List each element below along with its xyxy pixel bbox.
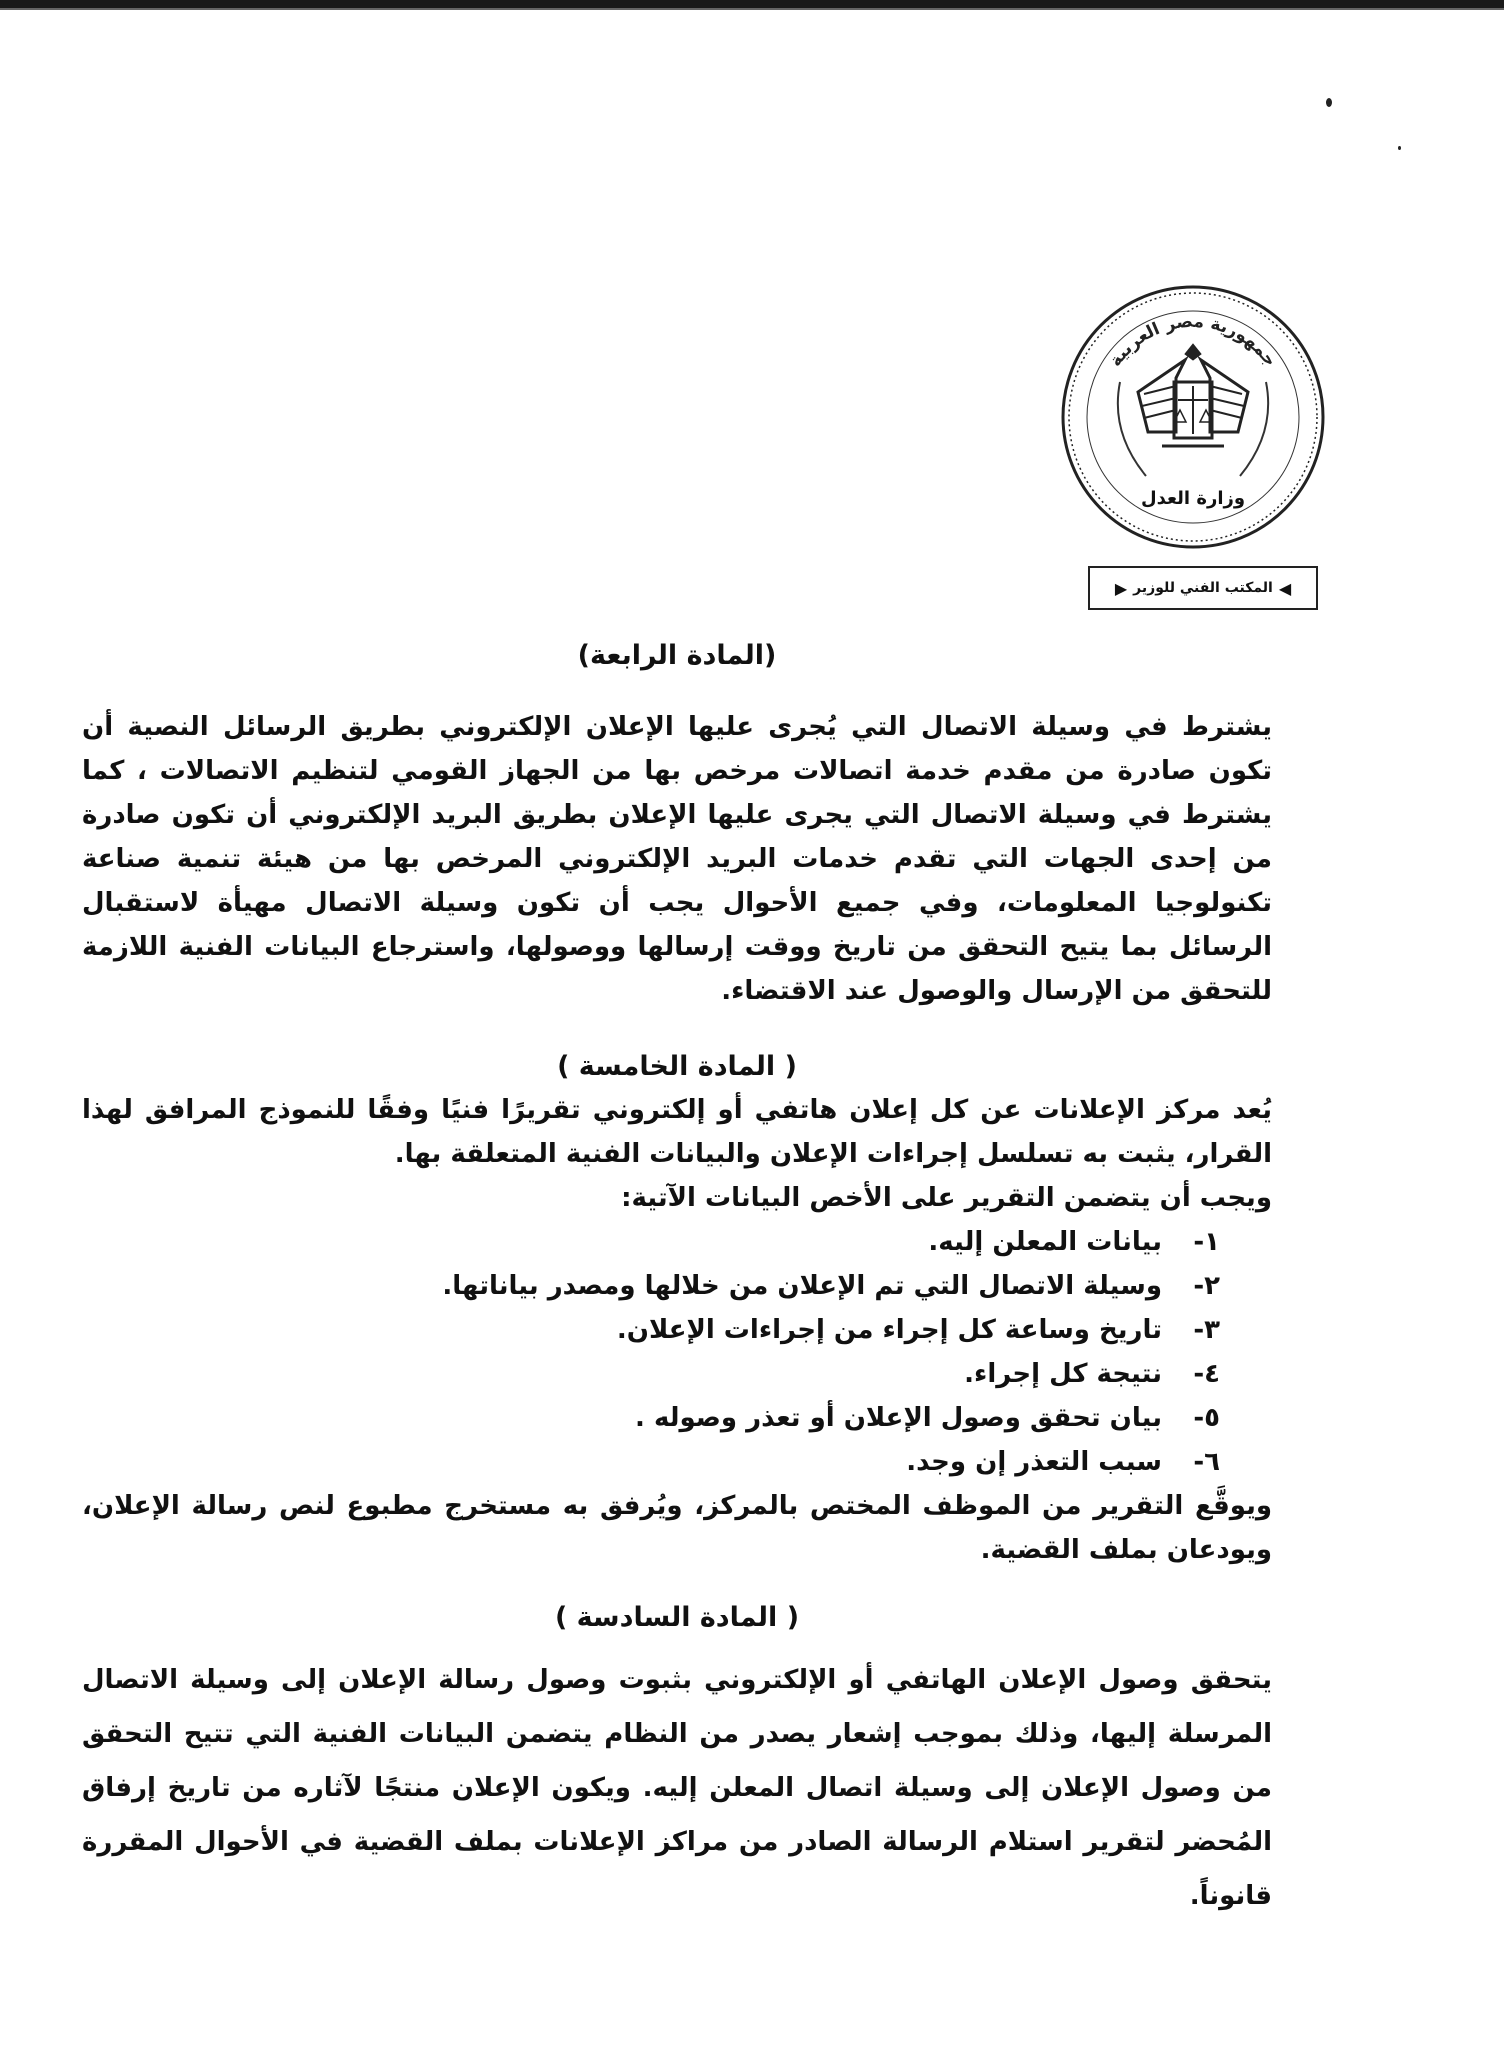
article-5-intro: يُعد مركز الإعلانات عن كل إعلان هاتفي أو إلكتروني تقريرًا فنيًا وفقًا للنموذج المرافق لهذا القرار، يثبت به تسلسل إجراءات الإعلان والبيانات الفنية المتعلقة بها.: [82, 1095, 1272, 1169]
ornament-icon: ▶: [1114, 578, 1128, 598]
list-item-text: وسيلة الاتصال التي تم الإعلان من خلالها ومصدر بياناتها.: [442, 1271, 1162, 1301]
office-label-text: المكتب الفني للوزير: [1133, 580, 1273, 596]
article-5-title: ( المادة الخامسة ): [557, 1051, 797, 1082]
list-item: [82, 1308, 1220, 1352]
scan-speck: [1326, 98, 1332, 107]
list-item-number: ٦-: [1193, 1447, 1220, 1477]
list-item: [82, 1396, 1220, 1440]
list-item-number: ٢-: [1193, 1271, 1220, 1301]
article-4-title: (المادة الرابعة): [577, 640, 777, 671]
list-item-text: بيان تحقق وصول الإعلان أو تعذر وصوله .: [635, 1403, 1162, 1433]
svg-text:جمهورية مصر العربية: [1106, 312, 1281, 371]
ministry-seal: [1058, 282, 1328, 552]
list-item-number: ٤-: [1193, 1359, 1220, 1389]
list-item: [82, 1220, 1220, 1264]
article-5-requirement: ويجب أن يتضمن التقرير على الأخص البيانات الآتية:: [621, 1183, 1272, 1213]
article-6-title: ( المادة السادسة ): [554, 1602, 800, 1633]
scan-top-border: [0, 0, 1504, 14]
list-item-number: ٥-: [1193, 1403, 1220, 1433]
list-item-number: ٣-: [1193, 1315, 1220, 1345]
eagle-emblem-icon: [1138, 344, 1248, 446]
list-item: [82, 1352, 1220, 1396]
ornament-icon: ◀: [1278, 578, 1292, 598]
list-item-text: سبب التعذر إن وجد.: [906, 1447, 1162, 1477]
list-item-text: نتيجة كل إجراء.: [964, 1359, 1162, 1389]
list-item-text: تاريخ وساعة كل إجراء من إجراءات الإعلان.: [616, 1315, 1162, 1345]
article-4-body: يشترط في وسيلة الاتصال التي يُجرى عليها الإعلان الإلكتروني بطريق الرسائل النصية أن تكون صادرة من مقدم خدمة اتصالات مرخص بها من الجهاز القومي لتنظيم الاتصالات ، كما يشترط في وسيلة الاتصال التي يجرى عليها الإعلان بطريق البريد الإلكتروني أن تكون صادرة من إحدى الجهات التي تقدم خدمات البريد الإلكتروني المرخص بها من هيئة تنمية صناعة تكنولوجيا المعلومات، وفي جميع الأحوال يجب أن تكون وسيلة الاتصال مهيأة لاستقبال الرسائل بما يتيح التحقق من تاريخ ووقت إرسالها ووصولها، واسترجاع البيانات الفنية اللازمة للتحقق من الإرسال والوصول عند الاقتضاء.: [82, 712, 1272, 1006]
article-5-items: [82, 1220, 1272, 1484]
list-item: [82, 1264, 1220, 1308]
article-6-body: يتحقق وصول الإعلان الهاتفي أو الإلكتروني بثبوت وصول رسالة الإعلان إلى وسيلة الاتصال المرسلة إليها، وذلك بموجب إشعار يصدر من النظام يتضمن البيانات الفنية التي تتيح التحقق من وصول الإعلان إلى وسيلة اتصال المعلن إليه. ويكون الإعلان منتجًا لآثاره من تاريخ إرفاق المُحضر لتقرير استلام الرسالة الصادر من مراكز الإعلانات بملف القضية في الأحوال المقررة قانوناً.: [82, 1665, 1272, 1911]
technical-office-label: [1088, 566, 1318, 610]
list-item-text: بيانات المعلن إليه.: [928, 1227, 1162, 1257]
scan-speck: [1398, 146, 1401, 150]
list-item: [82, 1440, 1220, 1484]
list-item-number: ١-: [1193, 1227, 1220, 1257]
seal-ministry-name: وزارة العدل: [1140, 488, 1246, 509]
document-body: [82, 640, 1272, 1923]
seal-arc-text: جمهورية مصر العربية: [1105, 311, 1281, 371]
article-5-closing: ويوقَّع التقرير من الموظف المختص بالمركز، ويُرفق به مستخرج مطبوع لنص رسالة الإعلان، ويودعان بملف القضية.: [82, 1491, 1272, 1565]
